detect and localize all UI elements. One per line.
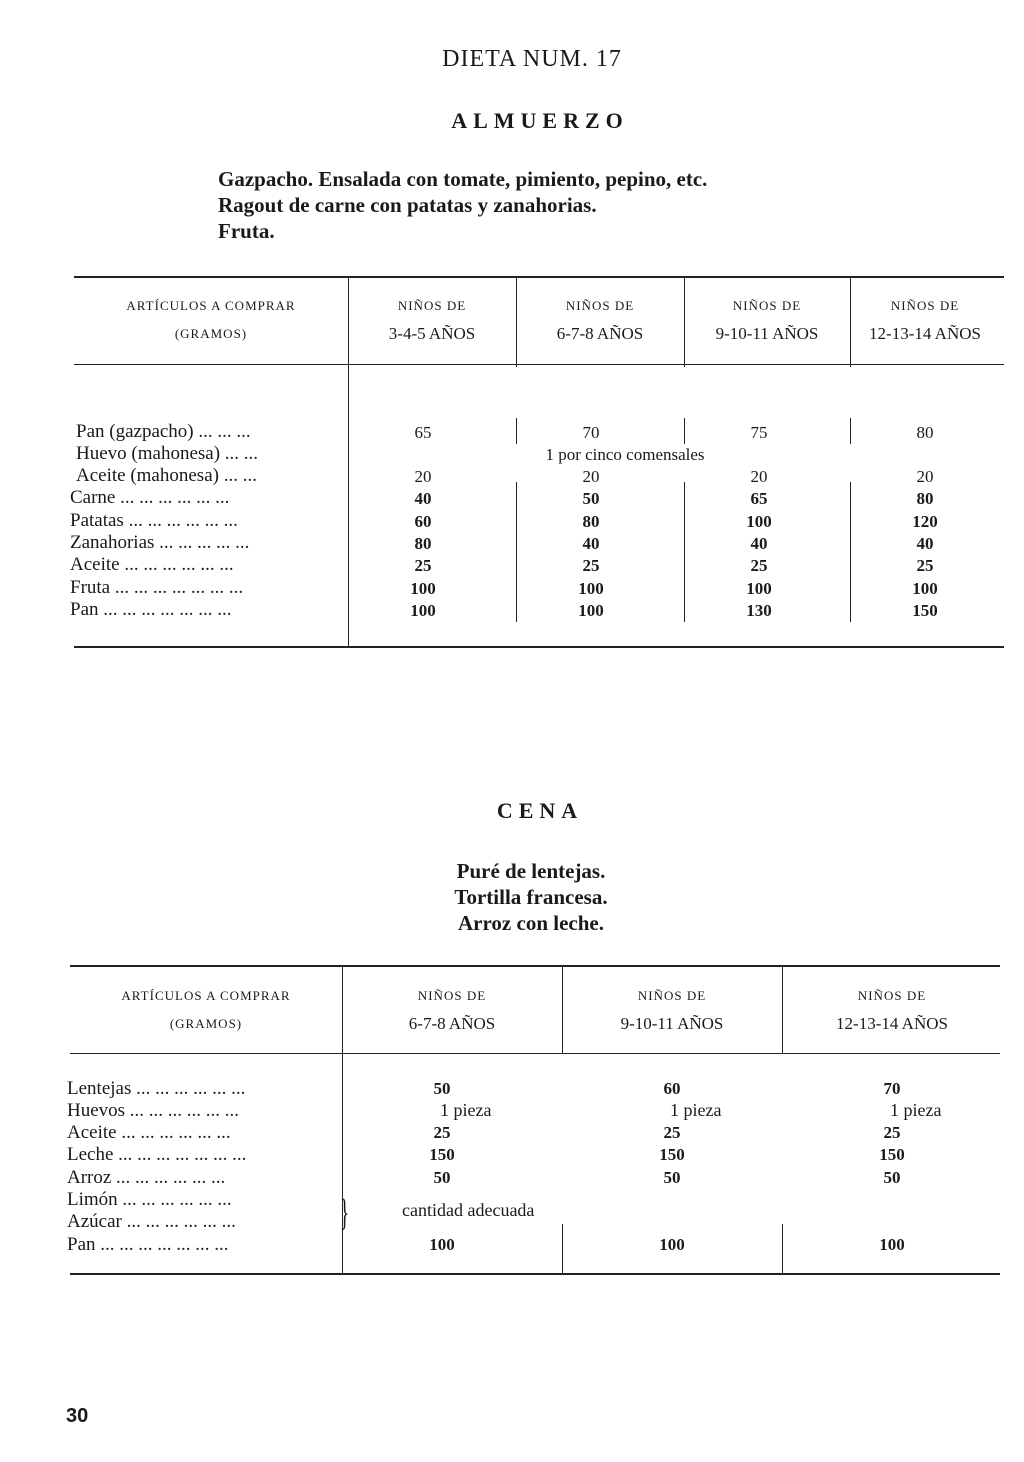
menu-line: Arroz con leche. — [458, 911, 604, 935]
table-cell: 1 pieza — [440, 1100, 492, 1120]
table-cell: 100 — [410, 579, 436, 598]
table-cell: 130 — [746, 601, 772, 620]
table-cell: 25 — [582, 556, 600, 575]
table-cell: 80 — [916, 489, 934, 508]
table-cell: 80 — [582, 512, 600, 531]
table-row-item: Pan (gazpacho) ... ... ... — [76, 421, 251, 442]
table-cell: 70 — [883, 1079, 901, 1098]
age-header-range: 6-7-8 AÑOS — [556, 324, 644, 343]
age-header-range: 9-10-11 AÑOS — [620, 1014, 724, 1033]
articles-header — [74, 292, 348, 348]
menu-line: Fruta. — [218, 219, 275, 243]
table-cell: 50 — [433, 1079, 451, 1098]
table-cell: 120 — [912, 512, 938, 531]
age-header — [782, 982, 1002, 1038]
age-header — [516, 292, 684, 348]
age-header — [562, 982, 782, 1038]
age-header-range: 12-13-14 AÑOS — [869, 324, 981, 343]
table-cell: 150 — [912, 601, 938, 620]
table-row-item: Azúcar ... ... ... ... ... ... — [67, 1211, 236, 1232]
table-row-item: Aceite ... ... ... ... ... ... — [70, 554, 234, 575]
age-header — [348, 292, 516, 348]
cena-heading: CENA — [496, 798, 584, 823]
table-cell: 60 — [663, 1079, 681, 1098]
table-row-item: Zanahorias ... ... ... ... ... — [70, 532, 250, 553]
table-row-item: Limón ... ... ... ... ... ... — [67, 1189, 232, 1210]
table-cell: 100 — [410, 601, 436, 620]
table-row-item: Aceite (mahonesa) ... ... — [76, 465, 257, 486]
table-row-item: Huevo (mahonesa) ... ... — [76, 443, 259, 464]
menu-line: Ragout de carne con patatas y zanahorias. — [218, 193, 597, 217]
articles-header-line2: (GRAMOS) — [174, 326, 248, 341]
table-row-item: Pan ... ... ... ... ... ... ... — [67, 1234, 229, 1255]
page-title: DIETA NUM. 17 — [442, 46, 622, 72]
table-cell: 50 — [433, 1168, 451, 1187]
cena-menu — [400, 858, 662, 936]
articles-header — [70, 982, 342, 1038]
age-header — [850, 292, 1000, 348]
table-cell: 40 — [414, 489, 432, 508]
articles-header-line1: ARTÍCULOS A COMPRAR — [121, 988, 291, 1003]
age-header-range: 9-10-11 AÑOS — [715, 324, 819, 343]
table-cell: 25 — [663, 1123, 681, 1142]
table-cell: 1 pieza — [670, 1100, 722, 1120]
table-row-item: Leche ... ... ... ... ... ... ... — [67, 1144, 247, 1165]
table-cell: 100 — [912, 579, 938, 598]
table-cell: 1 pieza — [890, 1100, 942, 1120]
table-cell: 20 — [414, 467, 432, 486]
table-row-item: Lentejas ... ... ... ... ... ... — [67, 1078, 246, 1099]
table-cell-span: cantidad adecuada — [402, 1200, 535, 1220]
table-cell: 25 — [883, 1123, 901, 1142]
table-row-item: Pan ... ... ... ... ... ... ... — [70, 599, 232, 620]
table-cell: 100 — [659, 1235, 685, 1254]
table-row-item: Arroz ... ... ... ... ... ... — [67, 1167, 226, 1188]
table-cell: 50 — [582, 489, 600, 508]
table-cell: 40 — [582, 534, 600, 553]
table-cell-span: 1 por cinco comensales — [545, 445, 705, 464]
table-cell: 100 — [429, 1235, 455, 1254]
table-row-item: Carne ... ... ... ... ... ... — [70, 487, 230, 508]
table-cell: 70 — [582, 423, 600, 442]
table-cell: 80 — [916, 423, 934, 442]
table-cell: 100 — [879, 1235, 905, 1254]
almuerzo-menu — [218, 166, 707, 244]
table-cell: 150 — [429, 1145, 455, 1164]
table-row-item: Huevos ... ... ... ... ... ... — [67, 1100, 240, 1121]
table-cell: 150 — [879, 1145, 905, 1164]
menu-line: Puré de lentejas. — [456, 859, 606, 883]
brace-icon: } — [340, 1192, 350, 1234]
age-header-range: 3-4-5 AÑOS — [388, 324, 476, 343]
table-cell: 20 — [582, 467, 600, 486]
table-cell: 50 — [883, 1168, 901, 1187]
table-cell: 75 — [750, 423, 768, 442]
age-header-prefix: NIÑOS DE — [397, 298, 467, 313]
articles-header-line2: (GRAMOS) — [169, 1016, 243, 1031]
age-header-prefix: NIÑOS DE — [732, 298, 802, 313]
table-cell: 100 — [578, 601, 604, 620]
age-header-prefix: NIÑOS DE — [637, 988, 707, 1003]
table-cell: 25 — [414, 556, 432, 575]
table-cell: 40 — [916, 534, 934, 553]
table-cell: 65 — [750, 489, 768, 508]
table-cell: 100 — [746, 512, 772, 531]
table-cell: 100 — [746, 579, 772, 598]
table-cell: 65 — [414, 423, 432, 442]
age-header-range: 6-7-8 AÑOS — [408, 1014, 496, 1033]
table-cell: 20 — [750, 467, 768, 486]
table-cell: 25 — [916, 556, 934, 575]
table-row-item: Patatas ... ... ... ... ... ... — [70, 510, 238, 531]
table-row-item: Fruta ... ... ... ... ... ... ... — [70, 577, 244, 598]
menu-line: Tortilla francesa. — [454, 885, 608, 909]
table-cell: 50 — [663, 1168, 681, 1187]
table-cell: 20 — [916, 467, 934, 486]
age-header-prefix: NIÑOS DE — [417, 988, 487, 1003]
table-cell: 80 — [414, 534, 432, 553]
age-header — [342, 982, 562, 1038]
age-header-prefix: NIÑOS DE — [857, 988, 927, 1003]
articles-header-line1: ARTÍCULOS A COMPRAR — [126, 298, 296, 313]
table-cell: 40 — [750, 534, 768, 553]
table-cell: 100 — [578, 579, 604, 598]
age-header-prefix: NIÑOS DE — [565, 298, 635, 313]
table-cell: 25 — [433, 1123, 451, 1142]
page-number: 30 — [66, 1405, 89, 1427]
almuerzo-heading: ALMUERZO — [451, 108, 629, 133]
table-cell: 150 — [659, 1145, 685, 1164]
age-header — [684, 292, 850, 348]
menu-line: Gazpacho. Ensalada con tomate, pimiento, pepino, etc. — [218, 167, 708, 191]
age-header-range: 12-13-14 AÑOS — [836, 1014, 948, 1033]
table-row-item: Aceite ... ... ... ... ... ... — [67, 1122, 231, 1143]
table-cell: 60 — [414, 512, 432, 531]
age-header-prefix: NIÑOS DE — [890, 298, 960, 313]
table-cell: 25 — [750, 556, 768, 575]
